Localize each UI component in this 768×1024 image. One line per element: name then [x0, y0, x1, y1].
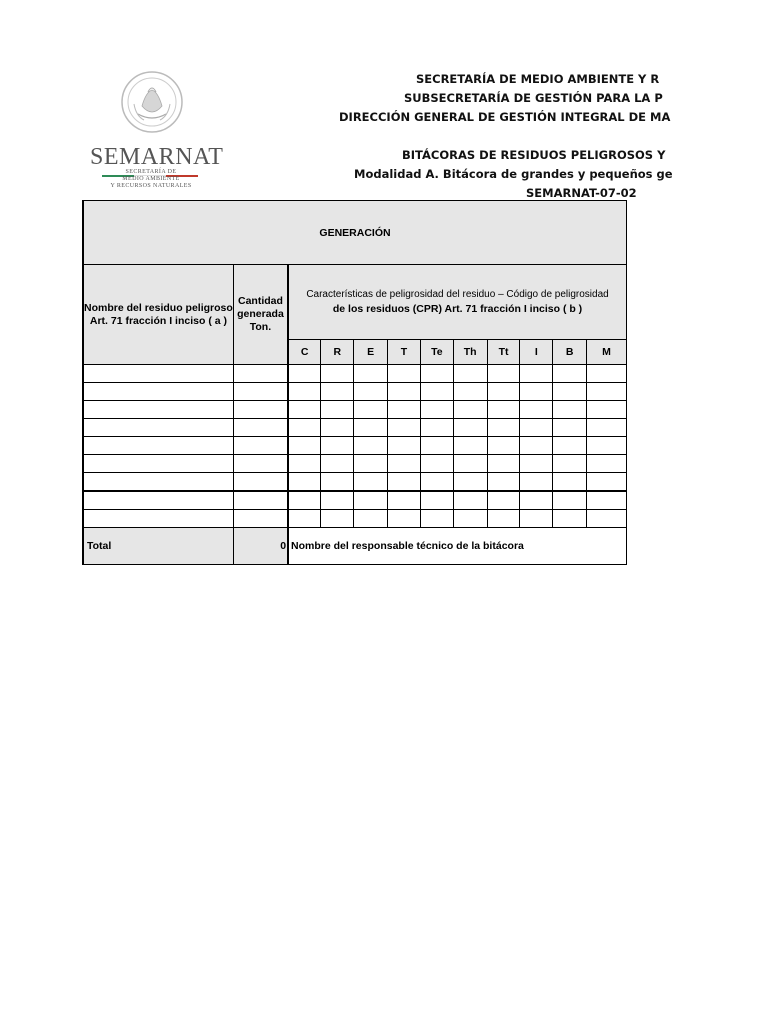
cpr-code-cell[interactable] — [453, 365, 487, 383]
cpr-code-cell[interactable] — [354, 473, 388, 492]
cpr-code-cell[interactable] — [453, 473, 487, 492]
cpr-code-cell[interactable] — [288, 473, 321, 492]
cpr-code-cell[interactable] — [321, 510, 354, 528]
cpr-code-cell[interactable] — [520, 419, 553, 437]
cpr-code-cell[interactable] — [288, 491, 321, 510]
quantity-cell[interactable] — [233, 455, 288, 473]
brand-name: SEMARNAT — [90, 144, 224, 170]
table-row — [83, 491, 627, 510]
code-header-r: R — [321, 340, 354, 365]
cpr-code-cell[interactable] — [321, 491, 354, 510]
code-header-c: C — [288, 340, 321, 365]
column-header-residue-name: Nombre del residuo peligroso Art. 71 fracción I inciso ( a ) — [83, 265, 233, 365]
cpr-code-cell[interactable] — [420, 473, 453, 492]
heading-subsecretaria: SUBSECRETARÍA DE GESTIÓN PARA LA P — [404, 91, 663, 105]
cpr-code-cell[interactable] — [520, 455, 553, 473]
cpr-code-cell[interactable] — [520, 437, 553, 455]
cpr-code-cell[interactable] — [487, 455, 520, 473]
cpr-code-cell[interactable] — [487, 419, 520, 437]
cpr-code-cell[interactable] — [388, 401, 421, 419]
quantity-cell[interactable] — [233, 401, 288, 419]
heading-form-code: SEMARNAT-07-02 — [526, 186, 637, 200]
cpr-code-cell[interactable] — [321, 455, 354, 473]
table-row — [83, 401, 627, 419]
cpr-code-cell[interactable] — [553, 383, 587, 401]
cpr-code-cell[interactable] — [420, 491, 453, 510]
cpr-code-cell[interactable] — [553, 473, 587, 492]
cpr-code-cell[interactable] — [587, 419, 627, 437]
cpr-code-cell[interactable] — [587, 510, 627, 528]
quantity-cell[interactable] — [233, 365, 288, 383]
cpr-code-cell[interactable] — [453, 437, 487, 455]
quantity-cell[interactable] — [233, 419, 288, 437]
total-value: 0 — [233, 528, 288, 565]
residue-name-cell[interactable] — [83, 491, 233, 510]
code-header-th: Th — [453, 340, 487, 365]
cpr-code-cell[interactable] — [553, 401, 587, 419]
quantity-cell[interactable] — [233, 473, 288, 492]
quantity-cell[interactable] — [233, 510, 288, 528]
quantity-cell[interactable] — [233, 491, 288, 510]
cpr-code-cell[interactable] — [321, 401, 354, 419]
cpr-code-cell[interactable] — [487, 437, 520, 455]
cpr-code-cell[interactable] — [288, 455, 321, 473]
cpr-code-cell[interactable] — [520, 491, 553, 510]
table-row — [83, 437, 627, 455]
cpr-code-cell[interactable] — [420, 455, 453, 473]
cpr-code-cell[interactable] — [288, 510, 321, 528]
quantity-cell[interactable] — [233, 383, 288, 401]
cpr-code-cell[interactable] — [420, 401, 453, 419]
cpr-code-cell[interactable] — [453, 419, 487, 437]
cpr-code-cell[interactable] — [553, 510, 587, 528]
cpr-code-cell[interactable] — [453, 383, 487, 401]
cpr-code-cell[interactable] — [453, 455, 487, 473]
code-header-i: I — [520, 340, 553, 365]
cpr-code-cell[interactable] — [354, 365, 388, 383]
residue-name-cell[interactable] — [83, 455, 233, 473]
cpr-code-cell[interactable] — [553, 419, 587, 437]
cpr-code-cell[interactable] — [354, 419, 388, 437]
cpr-code-cell[interactable] — [388, 491, 421, 510]
cpr-code-cell[interactable] — [453, 491, 487, 510]
cpr-code-cell[interactable] — [354, 401, 388, 419]
generation-log-table — [82, 200, 627, 565]
residue-name-cell[interactable] — [83, 419, 233, 437]
quantity-cell[interactable] — [233, 437, 288, 455]
code-header-e: E — [354, 340, 388, 365]
table-row — [83, 510, 627, 528]
cpr-code-cell[interactable] — [321, 383, 354, 401]
cpr-code-cell[interactable] — [487, 473, 520, 492]
cpr-code-cell[interactable] — [553, 437, 587, 455]
cpr-code-cell[interactable] — [520, 473, 553, 492]
cpr-code-cell[interactable] — [420, 437, 453, 455]
cpr-code-cell[interactable] — [520, 365, 553, 383]
code-header-b: B — [553, 340, 587, 365]
cpr-code-cell[interactable] — [388, 510, 421, 528]
cpr-code-cell[interactable] — [321, 473, 354, 492]
cpr-code-cell[interactable] — [321, 365, 354, 383]
cpr-code-cell[interactable] — [420, 383, 453, 401]
cpr-code-cell[interactable] — [388, 365, 421, 383]
cpr-code-cell[interactable] — [587, 401, 627, 419]
cpr-code-cell[interactable] — [354, 491, 388, 510]
residue-name-cell[interactable] — [83, 510, 233, 528]
cpr-code-cell[interactable] — [388, 383, 421, 401]
cpr-code-cell[interactable] — [388, 437, 421, 455]
table-row — [83, 365, 627, 383]
cpr-code-cell[interactable] — [288, 383, 321, 401]
cpr-code-cell[interactable] — [354, 437, 388, 455]
cpr-code-cell[interactable] — [587, 491, 627, 510]
table-row — [83, 473, 627, 492]
cpr-code-cell[interactable] — [520, 510, 553, 528]
residue-name-cell[interactable] — [83, 473, 233, 492]
cpr-code-cell[interactable] — [321, 419, 354, 437]
cpr-code-cell[interactable] — [587, 365, 627, 383]
table-row — [83, 419, 627, 437]
cpr-code-cell[interactable] — [288, 419, 321, 437]
heading-bitacoras: BITÁCORAS DE RESIDUOS PELIGROSOS Y — [402, 148, 666, 162]
cpr-code-cell[interactable] — [354, 510, 388, 528]
cpr-code-cell[interactable] — [354, 383, 388, 401]
residue-name-cell[interactable] — [83, 401, 233, 419]
cpr-code-cell[interactable] — [587, 455, 627, 473]
code-header-te: Te — [420, 340, 453, 365]
column-header-quantity: Cantidad generada Ton. — [233, 265, 288, 365]
cpr-code-cell[interactable] — [520, 401, 553, 419]
cpr-code-cell[interactable] — [420, 419, 453, 437]
cpr-code-cell[interactable] — [487, 383, 520, 401]
cpr-code-cell[interactable] — [420, 510, 453, 528]
residue-name-cell[interactable] — [83, 437, 233, 455]
cpr-code-cell[interactable] — [553, 455, 587, 473]
column-header-cpr — [288, 265, 626, 340]
cpr-code-cell[interactable] — [420, 365, 453, 383]
heading-secretaria: SECRETARÍA DE MEDIO AMBIENTE Y R — [416, 72, 660, 86]
cpr-code-cell[interactable] — [487, 510, 520, 528]
heading-direccion: DIRECCIÓN GENERAL DE GESTIÓN INTEGRAL DE MA — [339, 110, 671, 124]
cpr-code-cell[interactable] — [587, 383, 627, 401]
cpr-code-cell[interactable] — [487, 365, 520, 383]
cpr-code-cell[interactable] — [487, 401, 520, 419]
cpr-code-cell[interactable] — [553, 365, 587, 383]
residue-name-cell[interactable] — [83, 383, 233, 401]
cpr-code-cell[interactable] — [520, 383, 553, 401]
brand-subtitle: SECRETARÍA DE MEDIO AMBIENTE Y RECURSOS NATURALES — [110, 169, 192, 189]
cpr-code-cell[interactable] — [453, 510, 487, 528]
residue-name-cell[interactable] — [83, 365, 233, 383]
national-seal-icon — [120, 70, 184, 134]
cpr-code-cell[interactable] — [288, 437, 321, 455]
cpr-header-line1: Características de peligrosidad del residuo – Código de peligrosidad — [306, 289, 609, 300]
section-title-generacion: GENERACIÓN — [83, 201, 627, 265]
cpr-code-cell[interactable] — [388, 419, 421, 437]
code-header-m: M — [587, 340, 627, 365]
cpr-code-cell[interactable] — [288, 401, 321, 419]
heading-modalidad: Modalidad A. Bitácora de grandes y pequeños ge — [354, 167, 673, 181]
semarnat-logo — [86, 70, 224, 195]
table-body — [83, 365, 627, 528]
cpr-code-cell[interactable] — [487, 491, 520, 510]
cpr-code-cell[interactable] — [288, 365, 321, 383]
responsible-technician-label: Nombre del responsable técnico de la bitácora — [288, 528, 626, 565]
cpr-code-cell[interactable] — [587, 473, 627, 492]
table-row — [83, 455, 627, 473]
cpr-header-line2: de los residuos (CPR) Art. 71 fracción I inciso ( b ) — [332, 303, 583, 315]
table-row — [83, 383, 627, 401]
cpr-code-cell[interactable] — [321, 437, 354, 455]
cpr-code-cell[interactable] — [354, 455, 388, 473]
code-header-t: T — [388, 340, 421, 365]
cpr-code-cell[interactable] — [453, 401, 487, 419]
cpr-code-cell[interactable] — [388, 473, 421, 492]
code-header-tt: Tt — [487, 340, 520, 365]
cpr-code-cell[interactable] — [587, 437, 627, 455]
cpr-code-cell[interactable] — [553, 491, 587, 510]
total-label: Total — [83, 528, 233, 565]
cpr-code-cell[interactable] — [388, 455, 421, 473]
